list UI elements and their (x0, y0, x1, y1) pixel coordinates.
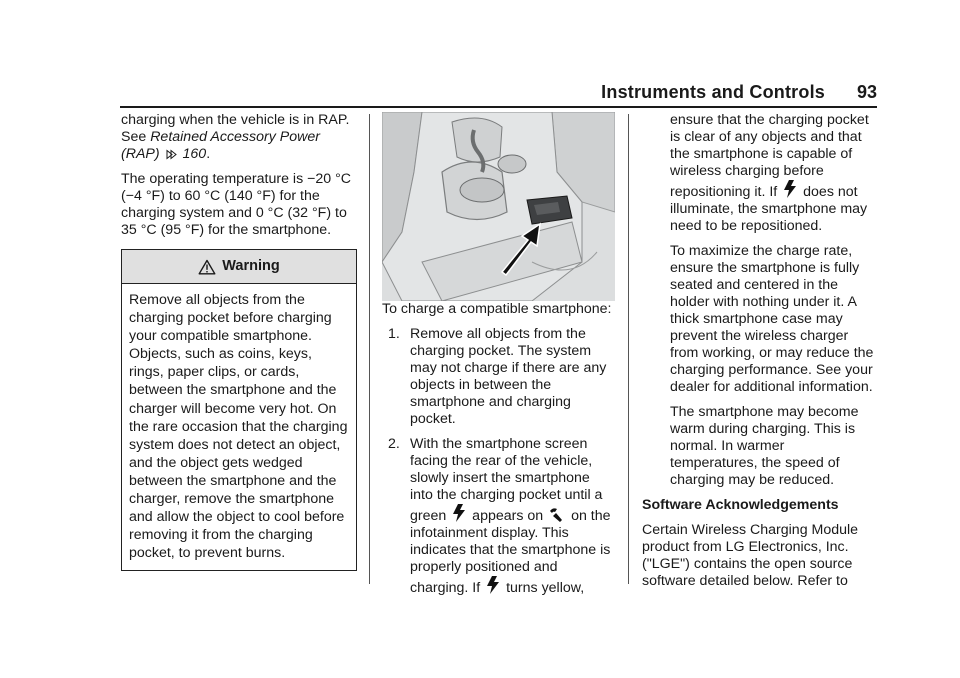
column-middle (382, 112, 616, 605)
charging-bolt-icon (486, 576, 500, 594)
rap-paragraph: charging when the vehicle is in RAP. See Retained Accessory Power (RAP) 160. (121, 112, 350, 162)
page-number: 93 (856, 82, 877, 102)
step-text: Remove all objects from the charging pocket. The system may not charge if there are any objects in between the smartphone and charging pocket. (410, 326, 607, 427)
header-rule (120, 106, 877, 108)
temperature-paragraph: The operating temperature is −20 °C (−4 °F) to 60 °C (140 °F) for the charging system and 0 °C (32 °F) to 35 °C (95 °F) for the smartphone. (121, 171, 352, 238)
page-header (0, 78, 877, 108)
reposition-paragraph: ensure that the charging pocket is clear of any objects and that the smartphone is capable of wireless charging before repositioning it. If does not illuminate, the smartphone may need to be repositioned. (670, 112, 869, 234)
warning-triangle-icon (198, 259, 216, 275)
charge-instructions-caption: To charge a compatible smartphone: (382, 301, 612, 317)
warning-title: Warning (222, 258, 280, 274)
page-title: Instruments and Controls (601, 82, 825, 102)
column-divider-1 (369, 114, 370, 584)
charging-pocket-illustration (382, 112, 615, 301)
warning-body: Remove all objects from the charging pocket before charging your compatible smartphone. Objects, such as coins, keys, rings, paper clips, or cards, between the smartphone and the charger will become very hot. On the rare occasion that the charging system does not detect an object, and the object gets wedged between the smartphone and the charger, remove the smartphone and allow the object to cool before removing it from the charging pocket, to prevent burns. (129, 292, 348, 562)
warning-box (121, 249, 357, 571)
step-item: 2. With the smartphone screen facing the rear of the vehicle, slowly insert the smartphone into the charging pocket until a green appears on on the infotainment display. This indicates that the smartphone is properly positioned and charging. If turns yellow, (388, 436, 611, 596)
phone-signal-icon (549, 506, 565, 522)
column-right (642, 112, 874, 598)
software-ack-heading: Software Acknowledgements (642, 497, 839, 513)
warning-header (122, 250, 356, 284)
column-left (121, 112, 357, 571)
software-ack-paragraph: Certain Wireless Charging Module product from LG Electronics, Inc. ("LGE") contains the open source software detailed below. Refer to (642, 522, 859, 589)
step-item (382, 326, 616, 428)
warm-phone-paragraph: The smartphone may become warm during charging. This is normal. In warmer temperatures, the speed of charging may be reduced. (670, 404, 859, 488)
charging-bolt-icon (452, 504, 466, 522)
column-divider-2 (628, 114, 629, 584)
rap-link[interactable]: Retained Accessory Power (RAP) (121, 129, 320, 162)
charge-steps-list (382, 326, 616, 597)
charge-rate-paragraph: To maximize the charge rate, ensure the smartphone is fully seated and centered in the holder with nothing under it. A thick smartphone case may prevent the wireless charger from working, or may reduce the charging performance. See your dealer for additional information. (670, 243, 874, 395)
step-number: 1. (388, 326, 400, 342)
page-reference-icon (166, 149, 177, 160)
rap-page-ref[interactable]: 160 (182, 146, 207, 162)
charging-bolt-icon (783, 180, 797, 198)
step-number: 2. (388, 436, 400, 452)
